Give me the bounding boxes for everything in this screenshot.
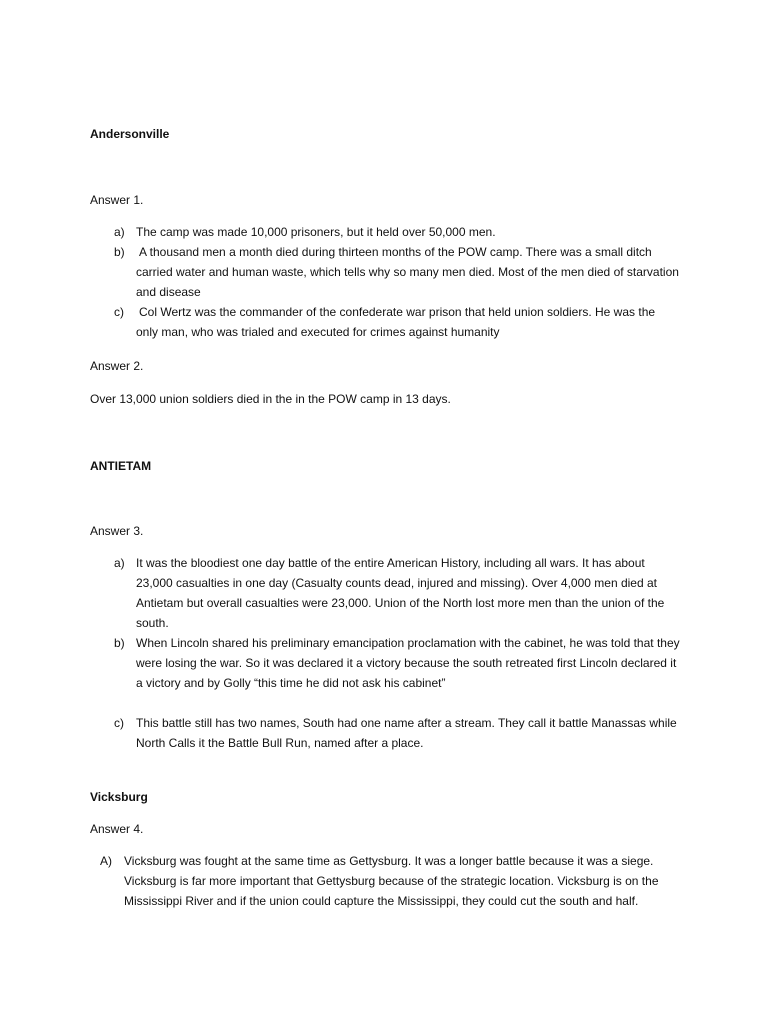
list-item-text: When Lincoln shared his preliminary emancipation proclamation with the cabinet, he was told that they were losing the war. So it was declared it a victory because the south retreated first Lincoln declared it a victory and by Golly “this time he did not ask his cabinet” bbox=[136, 636, 680, 690]
list-item bbox=[90, 222, 680, 242]
answer-4-list bbox=[90, 851, 694, 911]
list-marker: a) bbox=[114, 225, 125, 239]
list-item-text: Col Wertz was the commander of the confederate war prison that held union soldiers. He was the only man, who was trialed and executed for crimes against humanity bbox=[136, 305, 656, 339]
heading-antietam: ANTIETAM bbox=[90, 459, 152, 473]
list-marker: b) bbox=[114, 636, 125, 650]
list-marker: c) bbox=[114, 716, 124, 730]
heading-andersonville: Andersonville bbox=[90, 127, 170, 141]
list-item bbox=[90, 851, 694, 911]
answer-1-list bbox=[90, 222, 680, 342]
answer-2-text: Over 13,000 union soldiers died in the in the POW camp in 13 days. bbox=[90, 392, 451, 406]
answer-4-label: Answer 4. bbox=[90, 822, 144, 836]
list-marker: b) bbox=[114, 245, 125, 259]
answer-3-list bbox=[90, 553, 680, 693]
list-item-text: Vicksburg was fought at the same time as Gettysburg. It was a longer battle because it was a siege. Vicksburg is far more important that Gettysburg because of the strategic location. Vicksburg is on the Mississippi River and if the union could capture the Mississippi, they could cut the south and half. bbox=[124, 854, 659, 908]
list-item bbox=[90, 242, 680, 302]
answer-1-label: Answer 1. bbox=[90, 193, 144, 207]
list-item bbox=[90, 553, 680, 633]
list-item-text: A thousand men a month died during thirteen months of the POW camp. There was a small ditch carried water and human waste, which tells why so many men died. Most of the men died of starvation and disease bbox=[136, 245, 679, 299]
list-item-text: The camp was made 10,000 prisoners, but it held over 50,000 men. bbox=[136, 225, 496, 239]
heading-vicksburg: Vicksburg bbox=[90, 790, 148, 804]
list-item bbox=[90, 302, 680, 342]
answer-2-label: Answer 2. bbox=[90, 359, 144, 373]
list-item-text: This battle still has two names, South had one name after a stream. They call it battle Manassas while North Calls it the Battle Bull Run, named after a place. bbox=[136, 716, 677, 750]
answer-3-label: Answer 3. bbox=[90, 524, 144, 538]
list-marker: a) bbox=[114, 556, 125, 570]
list-marker: c) bbox=[114, 305, 124, 319]
list-item-text: It was the bloodiest one day battle of the entire American History, including all wars. It has about 23,000 casualties in one day (Casualty counts dead, injured and missing). Over 4,000 men died at Antietam but overall casualties were 23,000. Union of the North lost more men than the union of the south. bbox=[136, 556, 665, 630]
list-item bbox=[90, 713, 680, 753]
answer-3-list-continued bbox=[90, 713, 680, 753]
list-item bbox=[90, 633, 680, 693]
list-marker: A) bbox=[100, 854, 112, 868]
